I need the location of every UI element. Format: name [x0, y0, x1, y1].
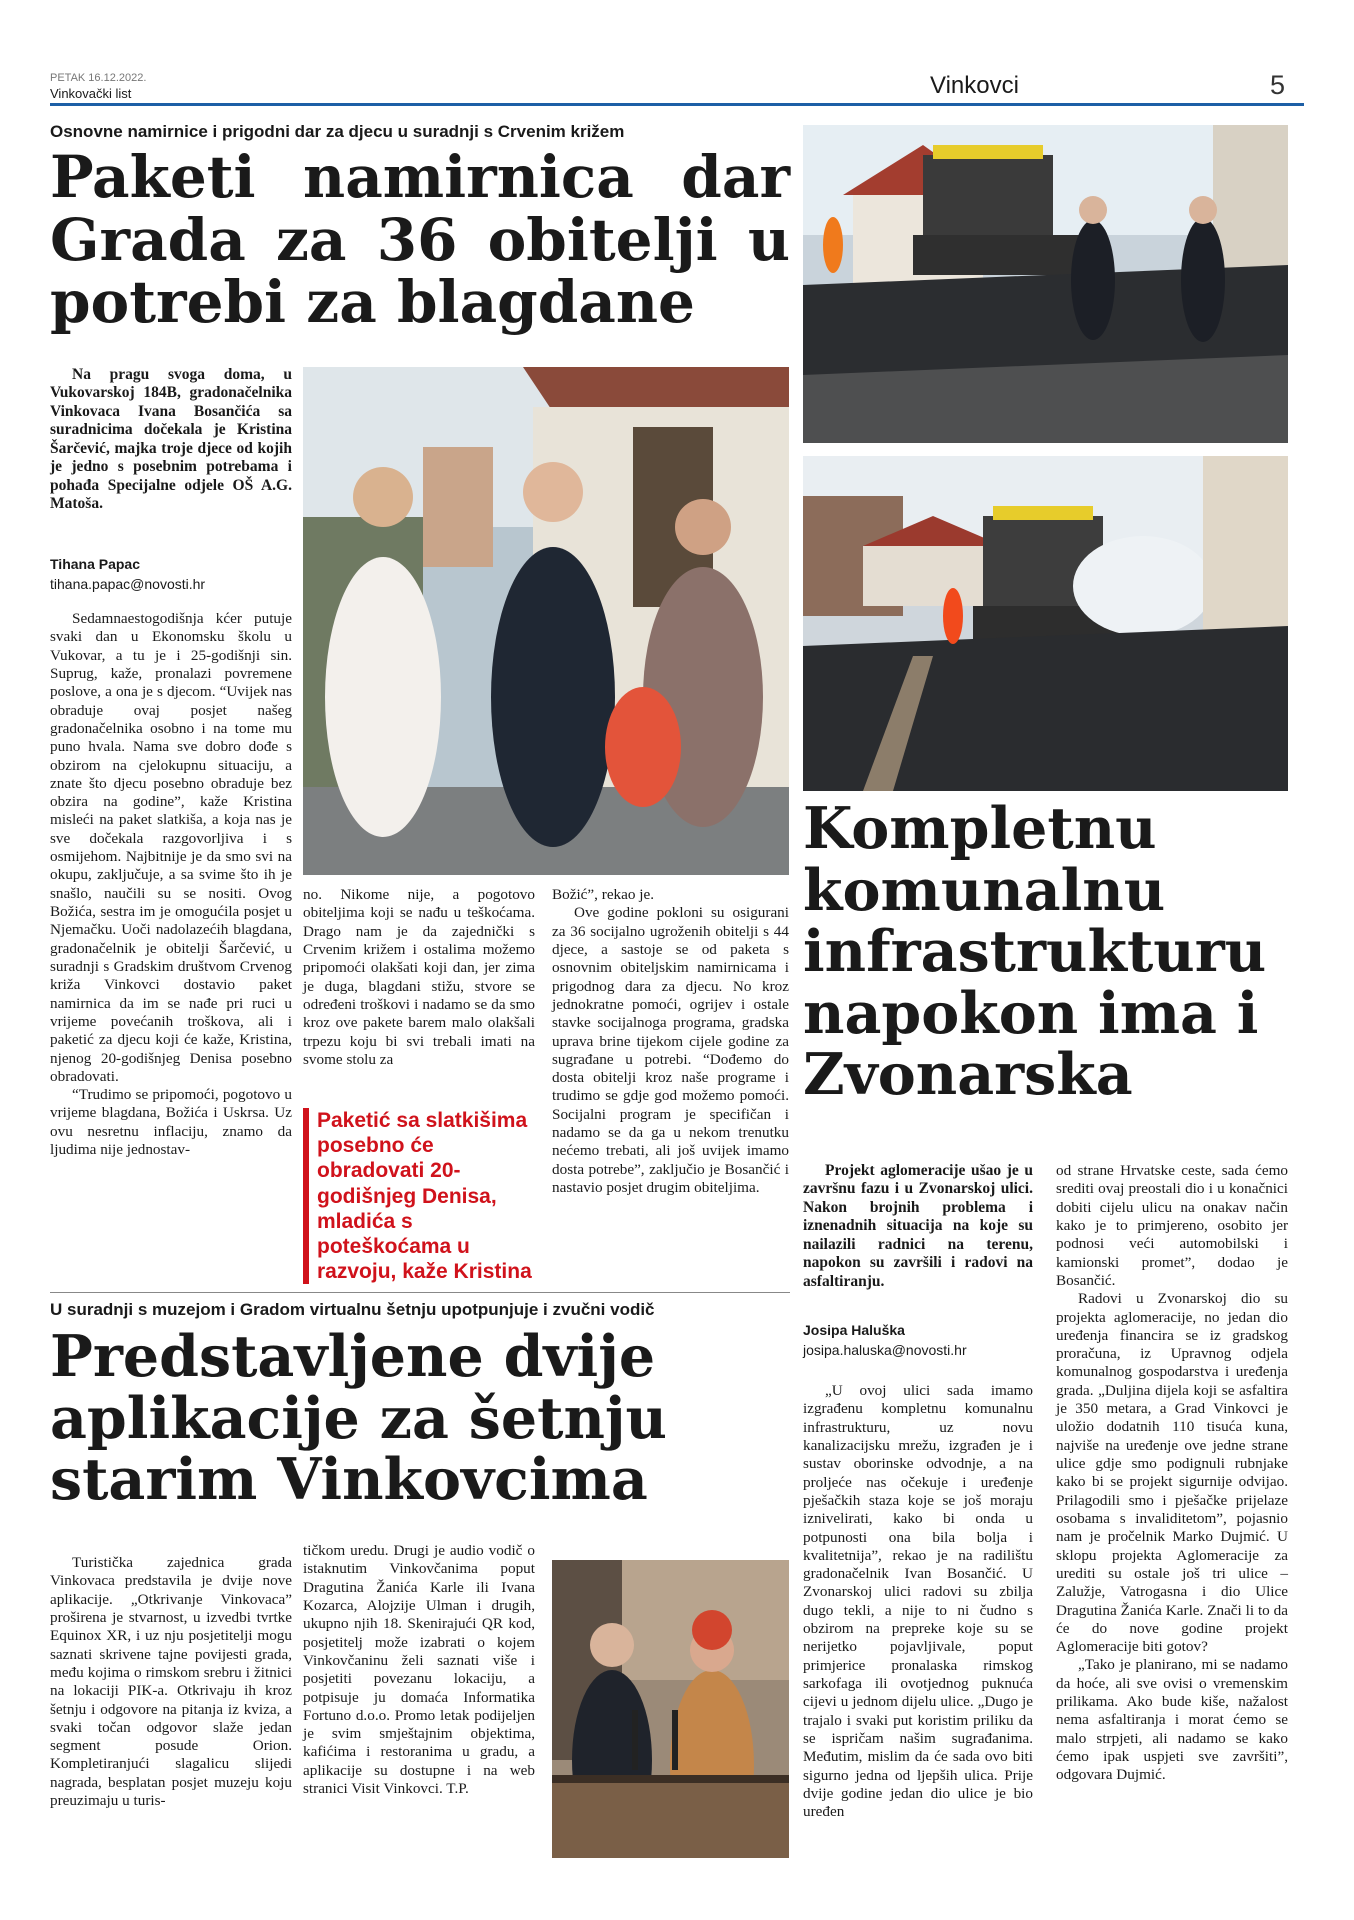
article-divider [50, 1292, 790, 1293]
section-title: Vinkovci [930, 72, 1019, 99]
article1-column-2 [303, 886, 535, 1069]
article3-col2-p1: od strane Hrvatske ceste, sada ćemo srediti ovaj preostali dio i u konačnici dobiti cijelu ulicu na onakav način kako je to primjereno, osobito jer podnosi veći automobilski i kamionski promet”, dodao je Bosančić. [1056, 1162, 1288, 1289]
page-number: 5 [1270, 70, 1286, 100]
article2-column-2 [303, 1542, 535, 1798]
article1-col1-p1: Sedamnaestogodišnja kćer putuje svaki dan u Ekonomsku školu u Vukovar, a tu je i 25-godišnji sin. Suprug, kaže, pronalazi povremene poslove, a ona je s djecom. “Uvijek nas obraduje ovaj posjet našeg gradonačelnika osobno i na tome mu puno hvala. Nama sve dobro dođe s obzirom na cjelokupnu situaciju, a znate što djecu posebno obraduje bez obzira na godine”, kaže Kristina misleći na paket slatkiša, a koja nas je sve dočekala razgovorljiva i s osmijehom. Najbitnije je da smo svi na okupu, zaključuje, a sa svime što ih je snašlo, naučili su se nositi. Ovog Božića, sestra im je omogućila posjet u Njemačku. Uoči nadolazećih blagdana, gradonačelnik je obitelji Šarčević, u suradnji s Gradskim društvom Crvenog križa Vinkovci dostavio paket namirnica da im se nađe pri ruci u vrijeme povećanih troškova, ali i paketić za djecu koji će kaže, Kristina, njenog 20-godišnjeg Denisa posebno obradovati. [50, 610, 292, 1085]
article1-col1-p2: “Trudimo se pripomoći, pogotovo u vrijeme blagdana, Božića i Uskrsa. Uz ovu nesretnu inflaciju, znamo da ljudima nije jednostav- [50, 1086, 292, 1159]
article1-col3-p2: Ove godine pokloni su osigurani za 36 socijalno ugroženih obitelji s 44 djece, a sastoje se od paketa s osnovnim obiteljskim namirnicama i prigodnog dara za djecu. No kroz jednokratne pomoći, ogrijev i ostale stavke socijalnoga programa, gradska uprava brine tijekom cijele godine za sugrađane u potrebi. “Dođemo do dosta obitelji kroz naše programe i trudimo se gdje god možemo pomoći. Socijalni program je specifičan i nadamo se da ga u nekom trenutku nećemo trebati, ali još uvijek imamo dosta potrebe”, zaključio je Bosančić i nastavio posjet drugim obiteljima. [552, 904, 789, 1196]
newspaper-name: Vinkovački list [50, 86, 132, 101]
article1-author: Tihana Papac [50, 556, 141, 572]
article2-photo-presentation [552, 1560, 789, 1858]
article2-headline: Predstavljene dvije aplikacije za šetnju starim Vinkovcima [50, 1323, 667, 1514]
article2-kicker: U suradnji s muzejom i Gradom virtualnu šetnju upotpunjuje i zvučni vodič [50, 1300, 655, 1319]
article3-email: josipa.haluska@novosti.hr [803, 1342, 967, 1358]
article2-col2-p1: tičkom uredu. Drugi je audio vodič o istaknutim Vinkovčanima poput Dragutina Žanića Karle ili Ivana Kozarca, Alojzije Ulman i drugih, ukupno njih 18. Skenirajući QR kod, posjetitelj može izabrati o kojem Vinkovčaninu želi saznati više i posjetiti povezanu lokaciju, a potpisuje ju domaća Informatika Fortuno d.o.o. Promo letak podijeljen je svim smještajnim objektima, kafićima i restoranima u gradu, a aplikacije su dostupne i na web stranici Visit Vinkovci. T.P. [303, 1542, 535, 1798]
article2-column-1 [50, 1554, 292, 1810]
article1-column-3 [552, 886, 789, 1197]
article3-col2-p3: „Tako je planirano, mi se nadamo da hoće, ali sve ovisi o vremenskim prilikama. Ako bude kiše, nažalost nema asfaltiranja i morat ćemo se malo strpjeti, ali nadamo se kako ćemo ipak uspjeti sve završiti”, odgovara Dujmić. [1056, 1656, 1288, 1784]
article1-kicker: Osnovne namirnice i prigodni dar za djecu u suradnji s Crvenim križem [50, 122, 625, 141]
article3-lead: Projekt aglomeracije ušao je u završnu fazu i u Zvonarskoj ulici. Nakon brojnih problema i iznenadnih situacija na koje su nailazili radnici na terenu, napokon su završili i radovi na asfaltiranju. [803, 1162, 1033, 1290]
article1-lead: Na pragu svoga doma, u Vukovarskoj 184B, gradonačelnika Vinkovaca Ivana Bosančića sa suradnicima dočekala je Kristina Šarčević, majka troje djece od kojih je jedno s posebnim potrebama i pohađa Specijalne odjele OŠ A.G. Matoša. [50, 366, 292, 513]
article3-col2-p2: Radovi u Zvonarskoj dio su projekta aglomeracije, no jedan dio uređenja financira se iz gradskog proračuna, iz Upravnog odjela komunalnog gospodarstva i uređenja grada. „Duljina dijela koji se asfaltira je 350 metara, a Grad Vinkovci je uložio dodatnih 110 tisuća kuna, najviše na uređenje ove jedne strane ulice gdje smo podignuli rubnjake kako bi se projekt sigurnije odvijao. Prilagodili smo i pješačke prijelaze osobama s invaliditetom”, pojasnio nam je pročelnik Marko Dujmić. U sklopu projekta Aglomeracije za urediti su ostale još tri ulice – Zalužje, Vatrogasna i dio Ulice Dragutina Žanića Karle. Znači li to da će do nove godine projekt Aglomeracije biti gotov? [1056, 1290, 1288, 1656]
article3-photo-paver [803, 456, 1288, 791]
article1-col2-p1: no. Nikome nije, a pogotovo obiteljima koji se nađu u teškoćama. Drago nam je da zajednički s Crvenim križem i ostalima možemo pripomoći olakšati koji dan, jer zima je duga, blagdani stižu, stvore se određeni troškovi i nadamo se da smo kroz ove pakete barem malo olakšali trpezu koju bi svi trebali imati na svome stolu za [303, 886, 535, 1068]
issue-date: PETAK 16.12.2022. [50, 72, 147, 84]
article1-headline: Paketi namirnica dar Grada za 36 obitelji u potrebi za blagdane [50, 143, 790, 337]
article3-headline: Kompletnu komunalnu infrastrukturu napokon ima i Zvonarska [803, 795, 1267, 1109]
article3-author: Josipa Haluška [803, 1322, 905, 1338]
article2-col1-p1: Turistička zajednica grada Vinkovaca predstavila je dvije nove aplikacije. „Otkrivanje Vinkovaca” proširena je stvarnost, u izvedbi tvrtke Equinox XR, i uz nju posjetitelji mogu saznati skrivene tajne povijesti grada, među kojima o rimskom srebru i žitnici na lokaciji PIK-a. Otkrivaju ih kroz šetnju i odgovore na pitanja iz kviza, a svaki točan odgovor slaže jedan segment posude Orion. Kompletiranjući slagalicu slijedi nagrada, besplatan posjet muzeju koju preuzimaju u turis- [50, 1554, 292, 1810]
article3-photo-officials-road [803, 125, 1288, 443]
article1-col3-p1: Božić”, rekao je. [552, 886, 655, 903]
article3-col1-p1: „U ovoj ulici sada imamo izgrađenu kompletnu komunalnu infrastrukturu, uz novu kanalizacijsku mrežu, izgrađen je i sustav oborinske odvodnje, a na proljeće nas očekuje i uređenje pješačkih staza koje se još moraju iznivelirati, kako bi onda u potpunosti ona bila bolja i kvalitetnija”, rekao je na radilištu gradonačelnik Ivan Bosančić. U Zvonarskoj ulici radovi su zbilja dugo tekli, a nije to ni čudno s obzirom na prepreke koje su se nerijetko pojavljivale, poput primjerice pronalaska rimskog sarkofaga ili ovotjednog puknuća cijevi u jednom dijelu ulice. „Dugo je trajalo i svaki put koristim priliku da se ispričam našim sugrađanima. Međutim, mislim da će sada ovo biti sigurno jedna od ljepših ulica. Prije dvije godine jedan dio ulice je bio uređen [803, 1382, 1033, 1821]
article3-column-2 [1056, 1162, 1288, 1785]
article1-photo-family [303, 367, 789, 875]
article3-column-1 [803, 1382, 1033, 1822]
article1-column-1 [50, 610, 292, 1159]
header-rule [50, 103, 1304, 106]
article1-email: tihana.papac@novosti.hr [50, 576, 206, 592]
article1-pullquote: Paketić sa slatkišima posebno će obradovati 20-godišnjeg Denisa, mladića s poteškoćama u razvoju, kaže Kristina [303, 1108, 533, 1284]
